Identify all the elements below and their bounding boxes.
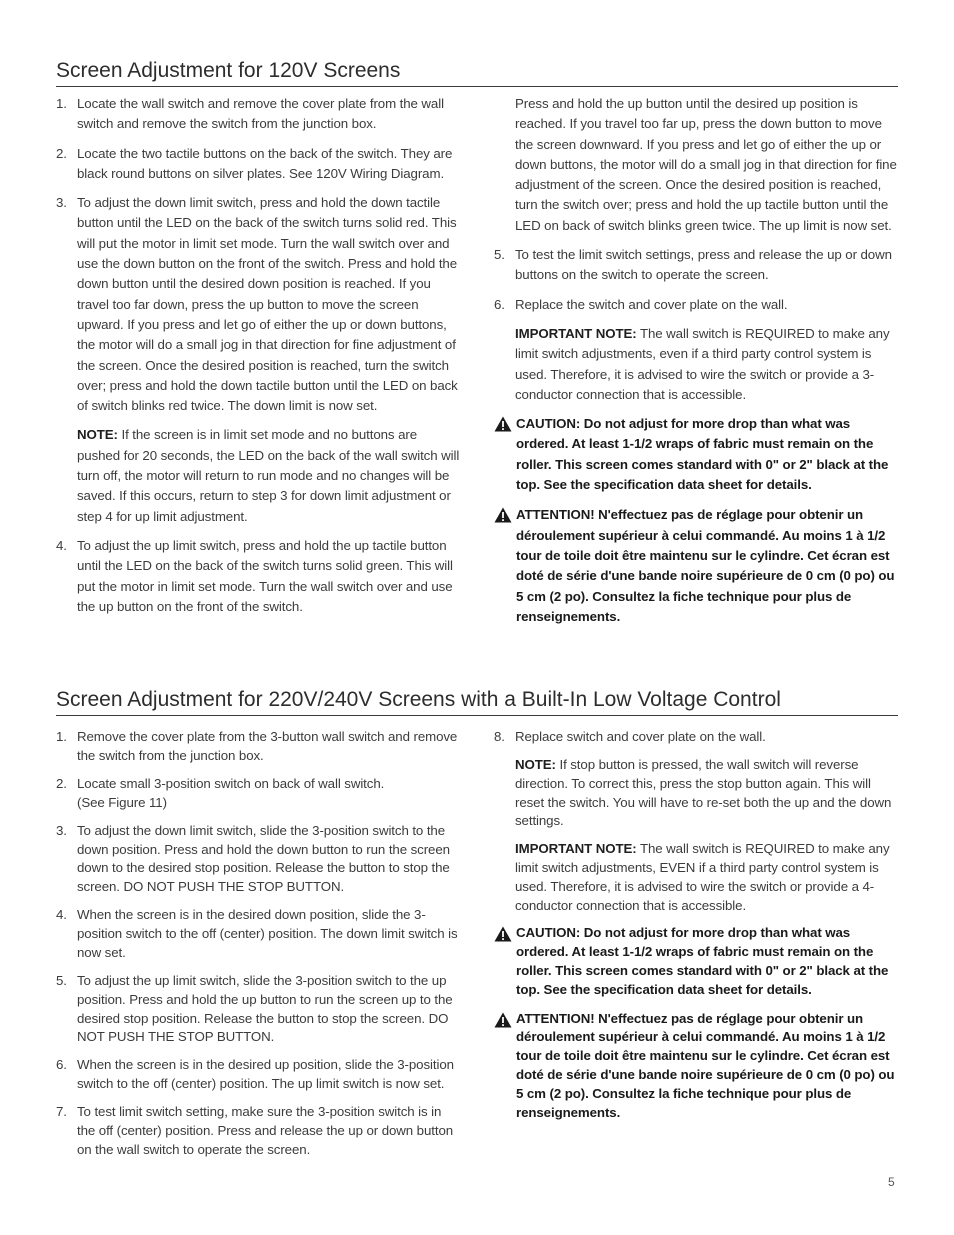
page-number: 5: [888, 1175, 895, 1189]
item-text: To adjust the down limit switch, press and hold the down tactile button until the LED on the back of the switch turns solid red. This will put the motor in limit set mode. Turn the wall switch over and use the down button on the front of the switch. Press and hold the down button until the desired down position is reached. If you travel too far down, press the up button to move the screen upward. If you press and let go of either the up or down buttons, the motor will do a small jog in that direction for fine adjustment of the screen. Once the desired position is reached, turn the switch over; press and hold the down tactile button until the LED on back of switch blinks red twice. The down limit is now set.: [77, 195, 458, 414]
item-number: 3.: [56, 195, 67, 211]
list-item: [494, 295, 898, 315]
list-item: [56, 1056, 460, 1094]
important-note: [494, 324, 898, 405]
list-item: [56, 822, 460, 897]
list-item: [56, 1103, 460, 1159]
list-item: [56, 193, 460, 416]
section2-right-column: [494, 728, 898, 1132]
attention-notice: [494, 505, 898, 627]
list-item: [56, 94, 460, 135]
item-text: To test the limit switch settings, press and release the up or down buttons on the switch to operate the screen.: [515, 247, 892, 283]
item-text-figure-reference: (See Figure 11): [77, 794, 167, 810]
important-note-text: The wall switch is REQUIRED to make any limit switch adjustments, even if a third party control system is used. Therefore, it is advised to wire the switch or provide a 3-conductor connection that is accessible.: [515, 325, 890, 402]
list-item: [56, 536, 460, 617]
attention-text: ATTENTION! N'effectuez pas de réglage pour obtenir un déroulement supérieur à celui commandé. Au moins 1 à 1/2 tour de toile doit être maintenu sur le cylindre. Cet écran est doté de série d'une bande noire supérieure de 0 cm (0 po) ou 5 cm (2 po). Consultez la fiche technique pour plus de renseignements.: [516, 1010, 895, 1120]
attention-notice: [494, 1010, 898, 1123]
item-number: 1.: [56, 729, 67, 744]
item-number: 3.: [56, 822, 67, 838]
note-label: NOTE:: [77, 427, 118, 443]
item-text: To adjust the up limit switch, press and hold the up tactile button until the LED on the back of the switch turns solid green. This will put the motor in limit set mode. Turn the wall switch over and use the up button on the front of the switch.: [77, 537, 453, 614]
warning-triangle-icon: [494, 1012, 512, 1028]
item-number: 7.: [56, 1104, 67, 1120]
item-text: Locate small 3-position switch on back of wall switch.: [77, 775, 385, 791]
warning-triangle-icon: [494, 416, 512, 432]
section1-left-column: [56, 94, 460, 626]
item-text: To adjust the up limit switch, slide the 3-position switch to the up position. Press and hold the up button to run the screen up to the desired stop position. Release the button to stop the screen. DO NOT PUSH THE STOP BUTTON.: [77, 972, 453, 1045]
section-title-120v: Screen Adjustment for 120V Screens: [56, 58, 898, 87]
note-text: If the screen is in limit set mode and no buttons are pushed for 20 seconds, the LED on the back of the wall switch will turn off, the motor will return to run mode and no changes will be saved. If this occurs, return to step 3 for down limit adjustment or step 4 for up limit adjustment.: [77, 427, 460, 524]
item-number: 2.: [56, 145, 67, 161]
item-text: Locate the wall switch and remove the cover plate from the wall switch and remove the switch from the junction box.: [77, 96, 444, 132]
note-text: If stop button is pressed, the wall switch will reverse direction. To correct this, press the stop button again. This will reset the switch. You will have to re-set both the up and the down settings.: [515, 757, 892, 829]
warning-triangle-icon: [494, 507, 512, 523]
note-paragraph: [56, 425, 460, 526]
item-text: When the screen is in the desired up position, slide the 3-position switch to the off (center) position. The up limit switch is now set.: [77, 1057, 454, 1092]
caution-notice: [494, 414, 898, 495]
caution-text: CAUTION: Do not adjust for more drop than what was ordered. At least 1-1/2 wraps of fabric must remain on the roller. This screen comes standard with 0" or 2" black at the top. See the specification data sheet for details.: [516, 925, 889, 997]
item-number: 5.: [494, 247, 505, 263]
list-item: [56, 728, 460, 766]
note-paragraph: [494, 756, 898, 831]
item-number: 8.: [494, 729, 505, 744]
caution-notice: [494, 924, 898, 999]
item-text: Remove the cover plate from the 3-button wall switch and remove the switch from the junction box.: [77, 729, 458, 763]
item-number: 2.: [56, 775, 67, 791]
step4-continued: Press and hold the up button until the desired up position is reached. If you travel too far up, press the down button to move the screen downward. If you press and let go of either the up or down buttons, the motor will do a small jog in that direction for fine adjustment of the screen. Once the desired position is reached, turn the switch over; press and hold the up tactile button until the LED on back of switch blinks green twice. The up limit is now set.: [515, 96, 897, 233]
item-text: Replace the switch and cover plate on the wall.: [515, 296, 788, 312]
list-item: [56, 144, 460, 185]
item-text: To adjust the down limit switch, slide the 3-position switch to the down position. Press and hold the down button to run the screen down to the desired stop position. Release the button to stop the screen. DO NOT PUSH THE STOP BUTTON.: [77, 822, 450, 895]
item-number: 5.: [56, 972, 67, 988]
list-item: [56, 972, 460, 1047]
important-note-text: The wall switch is REQUIRED to make any limit switch adjustments, EVEN if a third party control system is used. Therefore, it is advised to wire the switch or provide a 4-conductor connection that is accessible.: [515, 841, 890, 913]
important-note-label: IMPORTANT NOTE:: [515, 325, 637, 341]
item-number: 4.: [56, 537, 67, 553]
important-note: [494, 840, 898, 915]
item-text: Locate the two tactile buttons on the back of the switch. They are black round buttons on silver plates. See 120V Wiring Diagram.: [77, 145, 453, 181]
warning-triangle-icon: [494, 926, 512, 942]
section1-right-column: [494, 94, 898, 637]
list-item: [494, 245, 898, 286]
important-note-label: IMPORTANT NOTE:: [515, 841, 637, 857]
list-item: [56, 906, 460, 962]
note-label: NOTE:: [515, 757, 556, 773]
item-number: 1.: [56, 96, 67, 111]
item-number: 4.: [56, 907, 67, 923]
attention-text: ATTENTION! N'effectuez pas de réglage pour obtenir un déroulement supérieur à celui commandé. Au moins 1 à 1/2 tour de toile doit être maintenu sur le cylindre. Cet écran est doté de série d'une bande noire supérieure de 0 cm (0 po) ou 5 cm (2 po). Consultez la fiche technique pour plus de renseignements.: [516, 507, 895, 624]
item-text: When the screen is in the desired down position, slide the 3-position switch to the off (center) position. The down limit switch is now set.: [77, 907, 458, 960]
caution-text: CAUTION: Do not adjust for more drop than what was ordered. At least 1-1/2 wraps of fabric must remain on the roller. This screen comes standard with 0" or 2" black at the top. See the specification data sheet for details.: [516, 416, 889, 493]
section-title-220v-240v: Screen Adjustment for 220V/240V Screens with a Built-In Low Voltage Control: [56, 687, 898, 716]
list-item: [494, 728, 898, 747]
section2-left-column: [56, 728, 460, 1169]
list-item: [56, 775, 460, 813]
item-number: 6.: [494, 296, 505, 312]
item-text: Replace switch and cover plate on the wall.: [515, 729, 766, 744]
item-text: To test limit switch setting, make sure the 3-position switch is in the off (center) position. Press and release the up or down button on the wall switch to operate the screen.: [77, 1104, 454, 1157]
item-number: 6.: [56, 1057, 67, 1073]
